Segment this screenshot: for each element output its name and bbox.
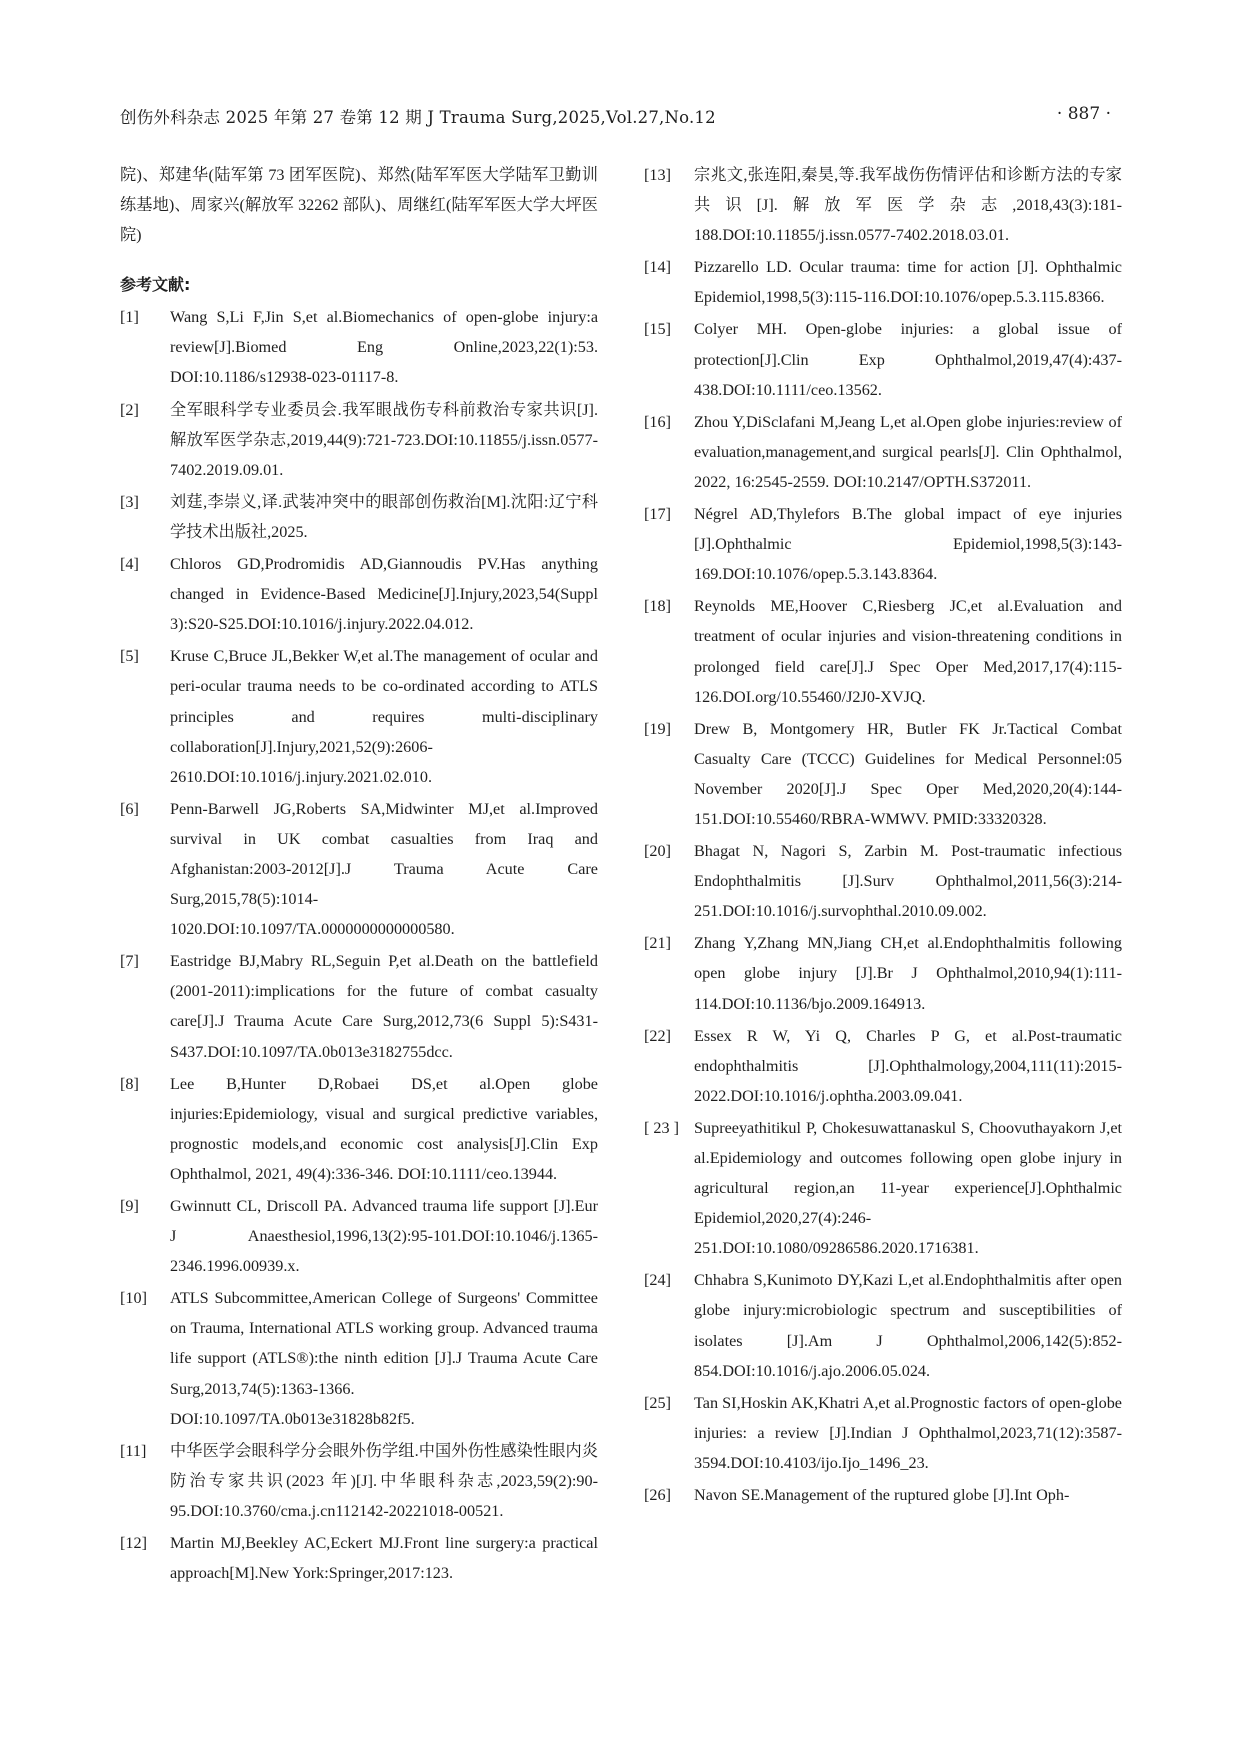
reference-number: [3]	[120, 492, 139, 511]
reference-text: Navon SE.Management of the ruptured globe [J].Int Oph-	[694, 1486, 1070, 1505]
reference-text: Drew B, Montgomery HR, Butler FK Jr.Tactical Combat Casualty Care (TCCC) Guidelines for Medical Personnel:05 November 2020[J].J Spec Oper Med,2020,20(4):144-151.DOI:10.55460/RBRA-WMWV. PMID:33320328.	[694, 719, 1122, 828]
reference-text: 中华医学会眼科学分会眼外伤学组.中国外伤性感染性眼内炎防治专家共识(2023 年)[J].中华眼科杂志,2023,59(2):90-95.DOI:10.3760/cma.j.cn112142-20221018-00521.	[170, 1441, 598, 1520]
reference-number: [5]	[120, 647, 139, 666]
reference-item	[120, 487, 598, 547]
reference-text: Supreeyathitikul P, Chokesuwattanaskul S, Choovuthayakorn J,et al.Epidemiology and outcomes following open globe injury in agricultural region,an 11-year experience[J].Ophthalmic Epidemiol,2020,27(4):246-251.DOI:10.1080/09286586.2020.1716381.	[694, 1118, 1122, 1258]
reference-item	[644, 591, 1122, 711]
reference-text: Eastridge BJ,Mabry RL,Seguin P,et al.Death on the battlefield (2001-2011):implications for the future of combat casualty care[J].J Trauma Acute Care Surg,2012,73(6 Suppl 5):S431-S437.DOI:10.1097/TA.0b013e3182755dcc.	[170, 952, 598, 1061]
reference-number: [24]	[644, 1271, 671, 1290]
right-column	[644, 160, 1122, 1512]
reference-item	[120, 1283, 598, 1433]
reference-item	[120, 302, 598, 392]
reference-number: [26]	[644, 1486, 671, 1505]
reference-number: [ 23 ]	[644, 1118, 680, 1137]
reference-number: [12]	[120, 1534, 147, 1553]
reference-item	[644, 1021, 1122, 1111]
page-number: · 887 ·	[1056, 104, 1111, 124]
reference-item	[120, 641, 598, 791]
reference-number: [4]	[120, 555, 139, 574]
reference-text: Bhagat N, Nagori S, Zarbin M. Post-traumatic infectious Endophthalmitis [J].Surv Ophthalmol,2011,56(3):214-251.DOI:10.1016/j.survophthal.2010.09.002.	[694, 842, 1122, 921]
reference-item	[644, 1480, 1122, 1510]
reference-number: [15]	[644, 320, 671, 339]
reference-item	[120, 946, 598, 1066]
reference-text: Négrel AD,Thylefors B.The global impact of eye injuries [J].Ophthalmic Epidemiol,1998,5(3):143-169.DOI:10.1076/opep.5.3.143.8364.	[694, 505, 1122, 584]
reference-text: Penn-Barwell JG,Roberts SA,Midwinter MJ,et al.Improved survival in UK combat casualties from Iraq and Afghanistan:2003-2012[J].J Trauma Acute Care Surg,2015,78(5):1014-1020.DOI:10.1097/TA.0000000000000580.	[170, 799, 598, 939]
reference-text: 刘莛,李崇义,译.武装冲突中的眼部创伤救治[M].沈阳:辽宁科学技术出版社,2025.	[170, 492, 598, 541]
reference-item	[120, 395, 598, 485]
left-column	[120, 160, 598, 1590]
reference-item	[644, 714, 1122, 834]
references-heading: 参考文献:	[120, 275, 191, 295]
reference-text: Pizzarello LD. Ocular trauma: time for action [J]. Ophthalmic Epidemiol,1998,5(3):115-116.DOI:10.1076/opep.5.3.115.8366.	[694, 258, 1122, 307]
reference-text: Colyer MH. Open-globe injuries: a global issue of protection[J].Clin Exp Ophthalmol,2019,47(4):437-438.DOI:10.1111/ceo.13562.	[694, 320, 1122, 399]
reference-text: Zhou Y,DiSclafani M,Jeang L,et al.Open globe injuries:review of evaluation,management,and surgical pearls[J]. Clin Ophthalmol, 2022, 16:2545-2559. DOI:10.2147/OPTH.S372011.	[694, 412, 1122, 491]
reference-number: [19]	[644, 719, 671, 738]
reference-item	[644, 407, 1122, 497]
reference-item	[120, 1436, 598, 1526]
reference-number: [7]	[120, 952, 139, 971]
reference-number: [2]	[120, 400, 139, 419]
reference-text: 宗兆文,张连阳,秦昊,等.我军战伤伤情评估和诊断方法的专家共识[J].解放军医学杂志,2018,43(3):181-188.DOI:10.11855/j.issn.0577-7402.2018.03.01.	[694, 166, 1122, 245]
reference-item	[644, 836, 1122, 926]
reference-number: [6]	[120, 799, 139, 818]
reference-number: [16]	[644, 412, 671, 431]
reference-text: Tan SI,Hoskin AK,Khatri A,et al.Prognostic factors of open-globe injuries: a review [J].Indian J Ophthalmol,2023,71(12):3587-3594.DOI:10.4103/ijo.Ijo_1496_23.	[694, 1393, 1122, 1472]
reference-item	[644, 499, 1122, 589]
reference-list-right	[644, 160, 1122, 1510]
reference-number: [11]	[120, 1441, 147, 1460]
reference-item	[120, 549, 598, 639]
reference-number: [8]	[120, 1074, 139, 1093]
reference-number: [25]	[644, 1393, 671, 1412]
reference-number: [9]	[120, 1197, 139, 1215]
reference-item	[644, 252, 1122, 312]
reference-text: Lee B,Hunter D,Robaei DS,et al.Open globe injuries:Epidemiology, visual and surgical predictive variables, prognostic models,and economic cost analysis[J].Clin Exp Ophthalmol, 2021, 49(4):336-346. DOI:10.1111/ceo.13944.	[170, 1074, 598, 1183]
reference-number: [13]	[644, 166, 671, 184]
reference-number: [21]	[644, 934, 671, 953]
reference-text: Zhang Y,Zhang MN,Jiang CH,et al.Endophthalmitis following open globe injury [J].Br J Ophthalmol,2010,94(1):111-114.DOI:10.1136/bjo.2009.164913.	[694, 934, 1122, 1013]
running-header: 创伤外科杂志 2025 年第 27 卷第 12 期 J Trauma Surg,2025,Vol.27,No.12	[120, 108, 716, 127]
reference-item	[120, 1528, 598, 1588]
reference-text: Wang S,Li F,Jin S,et al.Biomechanics of open-globe injury:a review[J].Biomed Eng Online,2023,22(1):53. DOI:10.1186/s12938-023-01117-8.	[170, 308, 598, 387]
affiliations-paragraph: 院)、郑建华(陆军第 73 团军医院)、郑然(陆军军医大学陆军卫勤训练基地)、周家兴(解放军 32262 部队)、周继红(陆军军医大学大坪医院)	[120, 166, 598, 245]
reference-item	[120, 794, 598, 944]
reference-text: Martin MJ,Beekley AC,Eckert MJ.Front line surgery:a practical approach[M].New York:Springer,2017:123.	[170, 1534, 598, 1583]
reference-number: [22]	[644, 1026, 671, 1045]
reference-item	[644, 1388, 1122, 1478]
reference-number: [18]	[644, 597, 671, 616]
reference-text: Gwinnutt CL, Driscoll PA. Advanced trauma life support [J].Eur J Anaesthesiol,1996,13(2):95-101.DOI:10.1046/j.1365-2346.1996.00939.x.	[170, 1197, 598, 1276]
reference-item	[644, 1265, 1122, 1385]
reference-item	[120, 1069, 598, 1189]
reference-text: Chhabra S,Kunimoto DY,Kazi L,et al.Endophthalmitis after open globe injury:microbiologic spectrum and susceptibilities of isolates [J].Am J Ophthalmol,2006,142(5):852-854.DOI:10.1016/j.ajo.2006.05.024.	[694, 1271, 1122, 1380]
reference-text: Kruse C,Bruce JL,Bekker W,et al.The management of ocular and peri-ocular trauma needs to be co-ordinated according to ATLS principles and requires multi-disciplinary collaboration[J].Injury,2021,52(9):2606-2610.DOI:10.1016/j.injury.2021.02.010.	[170, 647, 598, 786]
reference-item	[120, 1191, 598, 1281]
reference-number: [17]	[644, 505, 671, 524]
reference-text: Essex R W, Yi Q, Charles P G, et al.Post-traumatic endophthalmitis [J].Ophthalmology,2004,111(11):2015-2022.DOI:10.1016/j.ophtha.2003.09.041.	[694, 1026, 1122, 1105]
reference-text: Reynolds ME,Hoover C,Riesberg JC,et al.Evaluation and treatment of ocular injuries and vision-threatening conditions in prolonged field care[J].J Spec Oper Med,2017,17(4):115-126.DOI.org/10.55460/J2J0-XVJQ.	[694, 597, 1122, 706]
reference-text: Chloros GD,Prodromidis AD,Giannoudis PV.Has anything changed in Evidence-Based Medicine[J].Injury,2023,54(Suppl 3):S20-S25.DOI:10.1016/j.injury.2022.04.012.	[170, 555, 598, 634]
reference-text: ATLS Subcommittee,American College of Surgeons' Committee on Trauma, International ATLS working group. Advanced trauma life support (ATLS®):the ninth edition [J].J Trauma Acute Care Surg,2013,74(5):1363-1366. DOI:10.1097/TA.0b013e31828b82f5.	[170, 1289, 598, 1428]
reference-number: [10]	[120, 1289, 147, 1308]
reference-item	[644, 1113, 1122, 1263]
reference-item	[644, 928, 1122, 1018]
reference-text: 全军眼科学专业委员会.我军眼战伤专科前救治专家共识[J].解放军医学杂志,2019,44(9):721-723.DOI:10.11855/j.issn.0577-7402.2019.09.01.	[170, 400, 598, 479]
reference-number: [1]	[120, 308, 139, 327]
reference-item	[644, 314, 1122, 404]
reference-number: [14]	[644, 258, 671, 277]
reference-item	[644, 160, 1122, 250]
reference-number: [20]	[644, 842, 671, 861]
reference-list-left	[120, 302, 598, 1588]
